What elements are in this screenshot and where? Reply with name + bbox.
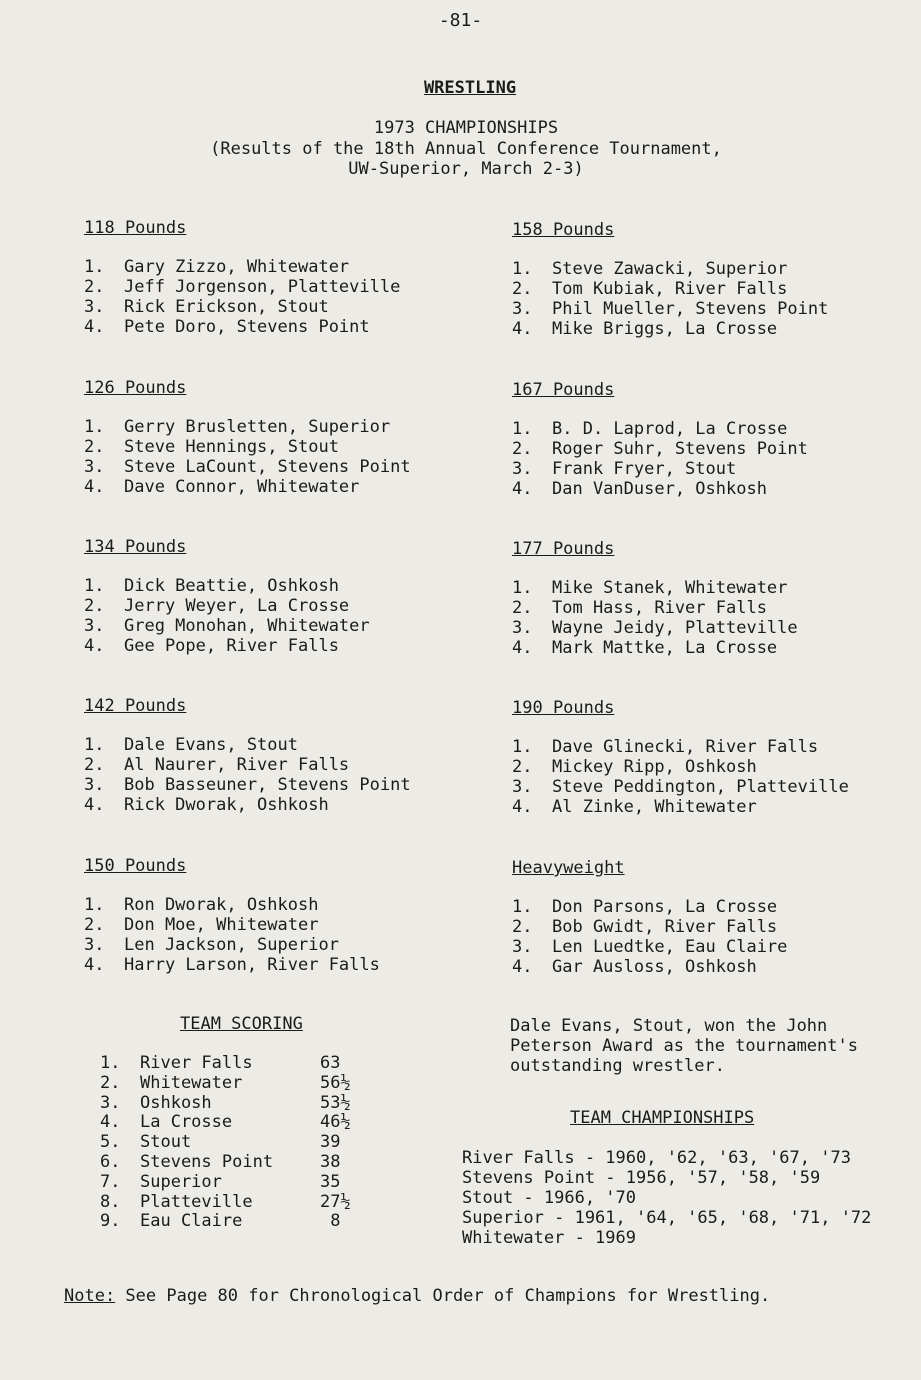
result-rank: 2. bbox=[84, 437, 105, 457]
result-name: Roger Suhr, Stevens Point bbox=[552, 439, 808, 459]
weight-class bbox=[512, 380, 892, 499]
weight-class-heading: 167 Pounds bbox=[512, 380, 615, 400]
result-rank: 3. bbox=[512, 459, 533, 479]
result-rank: 1. bbox=[512, 259, 533, 279]
result-name: Steve Zawacki, Superior bbox=[552, 259, 788, 279]
result-rank: 1. bbox=[512, 578, 533, 598]
team-championships-heading: TEAM CHAMPIONSHIPS bbox=[570, 1108, 755, 1128]
team-score: 63 bbox=[320, 1053, 341, 1073]
result-row bbox=[512, 957, 892, 977]
result-rank: 1. bbox=[84, 576, 105, 596]
team-score-row bbox=[100, 1192, 351, 1212]
team-name: Eau Claire bbox=[140, 1211, 243, 1232]
team-name: Stevens Point bbox=[140, 1152, 274, 1172]
result-row bbox=[84, 257, 464, 277]
result-name: Gerry Brusletten, Superior bbox=[124, 417, 391, 437]
result-row bbox=[84, 915, 464, 935]
result-name: Steve Hennings, Stout bbox=[124, 437, 339, 457]
subtitle-line: 1973 CHAMPIONSHIPS bbox=[373, 118, 559, 138]
result-row bbox=[512, 618, 892, 638]
result-name: Gee Pope, River Falls bbox=[124, 636, 339, 656]
result-name: Wayne Jeidy, Platteville bbox=[552, 618, 798, 638]
team-rank: 4. bbox=[100, 1112, 121, 1133]
weight-class bbox=[84, 218, 464, 337]
result-name: Gary Zizzo, Whitewater bbox=[124, 257, 350, 277]
result-name: Dale Evans, Stout bbox=[124, 735, 298, 755]
team-championship-line: River Falls - 1960, '62, '63, '67, '73 bbox=[462, 1148, 851, 1168]
subtitle-line: (Results of the 18th Annual Conference Tournament, bbox=[210, 138, 722, 159]
team-score-row bbox=[100, 1211, 340, 1231]
result-rank: 3. bbox=[84, 297, 105, 317]
result-row bbox=[512, 279, 892, 299]
result-rank: 3. bbox=[512, 618, 533, 638]
result-row bbox=[84, 576, 464, 596]
result-row bbox=[84, 795, 464, 815]
team-score: 46½ bbox=[320, 1112, 351, 1133]
result-rank: 3. bbox=[84, 616, 105, 636]
result-row bbox=[84, 297, 464, 317]
note-text: See Page 80 for Chronological Order of Champions for Wrestling. bbox=[115, 1286, 771, 1306]
weight-class-heading: 118 Pounds bbox=[84, 218, 187, 238]
result-row bbox=[512, 737, 892, 757]
result-rank: 2. bbox=[512, 439, 533, 459]
result-rank: 4. bbox=[84, 636, 105, 656]
result-rank: 1. bbox=[84, 735, 105, 755]
result-name: Frank Fryer, Stout bbox=[552, 459, 737, 479]
team-scoring-heading: TEAM SCORING bbox=[180, 1014, 303, 1034]
result-name: Mike Stanek, Whitewater bbox=[552, 578, 788, 598]
result-rank: 1. bbox=[84, 895, 105, 915]
result-row bbox=[512, 598, 892, 618]
result-rank: 4. bbox=[512, 957, 533, 977]
note bbox=[64, 1286, 770, 1306]
result-row bbox=[84, 935, 464, 955]
result-rank: 1. bbox=[512, 419, 533, 439]
weight-class-heading: 142 Pounds bbox=[84, 696, 187, 716]
result-row bbox=[84, 317, 464, 337]
result-name: Jerry Weyer, La Crosse bbox=[124, 596, 350, 616]
result-row bbox=[84, 616, 464, 636]
weight-class-heading: Heavyweight bbox=[512, 858, 625, 878]
result-rank: 3. bbox=[84, 457, 105, 477]
team-name: Whitewater bbox=[140, 1072, 243, 1093]
result-rank: 4. bbox=[84, 317, 105, 337]
weight-class-heading: 126 Pounds bbox=[84, 378, 187, 398]
weight-class bbox=[84, 696, 464, 815]
result-rank: 2. bbox=[512, 757, 533, 777]
result-row bbox=[84, 277, 464, 297]
result-rank: 2. bbox=[512, 279, 533, 299]
team-name: Platteville bbox=[140, 1191, 253, 1212]
result-rank: 2. bbox=[84, 277, 105, 297]
weight-class bbox=[512, 220, 892, 339]
result-row bbox=[512, 797, 892, 817]
team-score-row bbox=[100, 1172, 340, 1192]
result-rank: 3. bbox=[512, 937, 533, 957]
result-row bbox=[512, 578, 892, 598]
result-rank: 2. bbox=[512, 598, 533, 618]
result-row bbox=[84, 895, 464, 915]
weight-class bbox=[84, 537, 464, 656]
result-row bbox=[512, 439, 892, 459]
page-title: WRESTLING bbox=[423, 78, 517, 98]
result-rank: 1. bbox=[84, 257, 105, 277]
result-rank: 4. bbox=[512, 797, 533, 817]
result-name: Len Jackson, Superior bbox=[124, 935, 339, 955]
result-name: Tom Kubiak, River Falls bbox=[552, 279, 788, 299]
result-name: Al Naurer, River Falls bbox=[124, 755, 350, 775]
result-row bbox=[512, 897, 892, 917]
result-name: Mickey Ripp, Oshkosh bbox=[552, 757, 757, 777]
team-rank: 8. bbox=[100, 1191, 121, 1212]
result-name: Dave Glinecki, River Falls bbox=[552, 737, 819, 757]
result-row bbox=[512, 917, 892, 937]
team-score-row bbox=[100, 1093, 351, 1113]
team-score-row bbox=[100, 1073, 351, 1093]
award-line: Dale Evans, Stout, won the John bbox=[510, 1016, 828, 1036]
result-name: Rick Dworak, Oshkosh bbox=[124, 795, 329, 815]
team-score-row bbox=[100, 1112, 351, 1132]
result-row bbox=[512, 777, 892, 797]
result-name: Mark Mattke, La Crosse bbox=[552, 638, 778, 658]
award-text bbox=[510, 1016, 870, 1076]
result-row bbox=[84, 417, 464, 437]
result-rank: 1. bbox=[84, 417, 105, 437]
weight-class-heading: 190 Pounds bbox=[512, 698, 615, 718]
result-name: Bob Basseuner, Stevens Point bbox=[124, 775, 411, 795]
result-rank: 2. bbox=[84, 915, 105, 935]
result-name: Gar Ausloss, Oshkosh bbox=[552, 957, 757, 977]
result-rank: 4. bbox=[512, 479, 533, 499]
team-score: 27½ bbox=[320, 1191, 351, 1212]
result-row bbox=[512, 479, 892, 499]
result-name: Steve Peddington, Platteville bbox=[552, 777, 849, 797]
subtitle bbox=[0, 118, 921, 180]
result-rank: 2. bbox=[512, 917, 533, 937]
result-rank: 3. bbox=[512, 299, 533, 319]
team-rank: 9. bbox=[100, 1211, 121, 1232]
result-row bbox=[512, 459, 892, 479]
team-score: 53½ bbox=[320, 1092, 351, 1113]
result-name: B. D. Laprod, La Crosse bbox=[552, 419, 788, 439]
team-score: 8 bbox=[320, 1211, 341, 1232]
result-row bbox=[84, 755, 464, 775]
team-score: 39 bbox=[320, 1132, 341, 1153]
result-row bbox=[84, 775, 464, 795]
team-championship-line: Superior - 1961, '64, '65, '68, '71, '72 bbox=[462, 1208, 872, 1228]
award-line: Peterson Award as the tournament's bbox=[510, 1036, 858, 1056]
team-name: Oshkosh bbox=[140, 1092, 212, 1113]
result-name: Rick Erickson, Stout bbox=[124, 297, 329, 317]
team-score-row bbox=[100, 1132, 340, 1152]
team-rank: 5. bbox=[100, 1132, 121, 1153]
team-championship-line: Stout - 1966, '70 bbox=[462, 1188, 636, 1208]
team-championship-line: Stevens Point - 1956, '57, '58, '59 bbox=[462, 1168, 821, 1188]
result-name: Al Zinke, Whitewater bbox=[552, 797, 757, 817]
page-number: -81- bbox=[438, 10, 483, 31]
weight-class-heading: 134 Pounds bbox=[84, 537, 187, 557]
team-name: River Falls bbox=[140, 1053, 253, 1073]
team-rank: 2. bbox=[100, 1072, 121, 1093]
result-name: Bob Gwidt, River Falls bbox=[552, 917, 778, 937]
result-name: Don Parsons, La Crosse bbox=[552, 897, 778, 917]
result-row bbox=[512, 937, 892, 957]
team-score: 56½ bbox=[320, 1072, 351, 1093]
result-name: Phil Mueller, Stevens Point bbox=[552, 299, 829, 319]
result-rank: 4. bbox=[84, 795, 105, 815]
result-row bbox=[512, 419, 892, 439]
result-row bbox=[512, 319, 892, 339]
result-rank: 3. bbox=[512, 777, 533, 797]
team-score: 38 bbox=[320, 1152, 341, 1172]
result-row bbox=[512, 757, 892, 777]
result-rank: 2. bbox=[84, 755, 105, 775]
team-score: 35 bbox=[320, 1171, 341, 1192]
result-name: Greg Monohan, Whitewater bbox=[124, 616, 370, 636]
result-name: Steve LaCount, Stevens Point bbox=[124, 457, 411, 477]
result-row bbox=[84, 955, 464, 975]
note-label: Note: bbox=[64, 1286, 116, 1306]
subtitle-line: UW-Superior, March 2-3) bbox=[348, 159, 584, 179]
team-championship-line: Whitewater - 1969 bbox=[462, 1228, 636, 1248]
result-rank: 1. bbox=[512, 737, 533, 757]
team-rank: 1. bbox=[100, 1053, 121, 1073]
result-name: Mike Briggs, La Crosse bbox=[552, 319, 778, 339]
result-row bbox=[84, 437, 464, 457]
team-rank: 7. bbox=[100, 1171, 121, 1192]
team-rank: 3. bbox=[100, 1092, 121, 1113]
result-row bbox=[512, 638, 892, 658]
result-row bbox=[84, 735, 464, 755]
weight-class bbox=[512, 539, 892, 658]
result-name: Dick Beattie, Oshkosh bbox=[124, 576, 339, 596]
result-rank: 3. bbox=[84, 935, 105, 955]
award-line: outstanding wrestler. bbox=[510, 1056, 725, 1076]
weight-class bbox=[84, 856, 464, 975]
weight-class-heading: 150 Pounds bbox=[84, 856, 187, 876]
result-name: Pete Doro, Stevens Point bbox=[124, 317, 370, 337]
result-rank: 4. bbox=[512, 638, 533, 658]
result-name: Jeff Jorgenson, Platteville bbox=[124, 277, 401, 297]
weight-class-heading: 177 Pounds bbox=[512, 539, 615, 559]
result-name: Dan VanDuser, Oshkosh bbox=[552, 479, 767, 499]
team-score-row bbox=[100, 1152, 340, 1172]
result-rank: 1. bbox=[512, 897, 533, 917]
result-rank: 2. bbox=[84, 596, 105, 616]
team-name: La Crosse bbox=[140, 1112, 233, 1133]
result-row bbox=[512, 299, 892, 319]
result-rank: 4. bbox=[512, 319, 533, 339]
result-rank: 3. bbox=[84, 775, 105, 795]
result-row bbox=[84, 457, 464, 477]
result-name: Dave Connor, Whitewater bbox=[124, 477, 360, 497]
team-score-row bbox=[100, 1053, 340, 1073]
result-row bbox=[84, 477, 464, 497]
weight-class-heading: 158 Pounds bbox=[512, 220, 615, 240]
result-rank: 4. bbox=[84, 955, 105, 975]
team-name: Stout bbox=[140, 1132, 192, 1153]
result-name: Don Moe, Whitewater bbox=[124, 915, 319, 935]
result-name: Ron Dworak, Oshkosh bbox=[124, 895, 319, 915]
result-name: Len Luedtke, Eau Claire bbox=[552, 937, 788, 957]
result-rank: 4. bbox=[84, 477, 105, 497]
weight-class bbox=[512, 698, 892, 817]
weight-class bbox=[84, 378, 464, 497]
result-row bbox=[512, 259, 892, 279]
team-name: Superior bbox=[140, 1171, 222, 1192]
result-row bbox=[84, 596, 464, 616]
result-name: Harry Larson, River Falls bbox=[124, 955, 380, 975]
result-name: Tom Hass, River Falls bbox=[552, 598, 767, 618]
team-rank: 6. bbox=[100, 1152, 121, 1172]
result-row bbox=[84, 636, 464, 656]
weight-class bbox=[512, 858, 892, 977]
